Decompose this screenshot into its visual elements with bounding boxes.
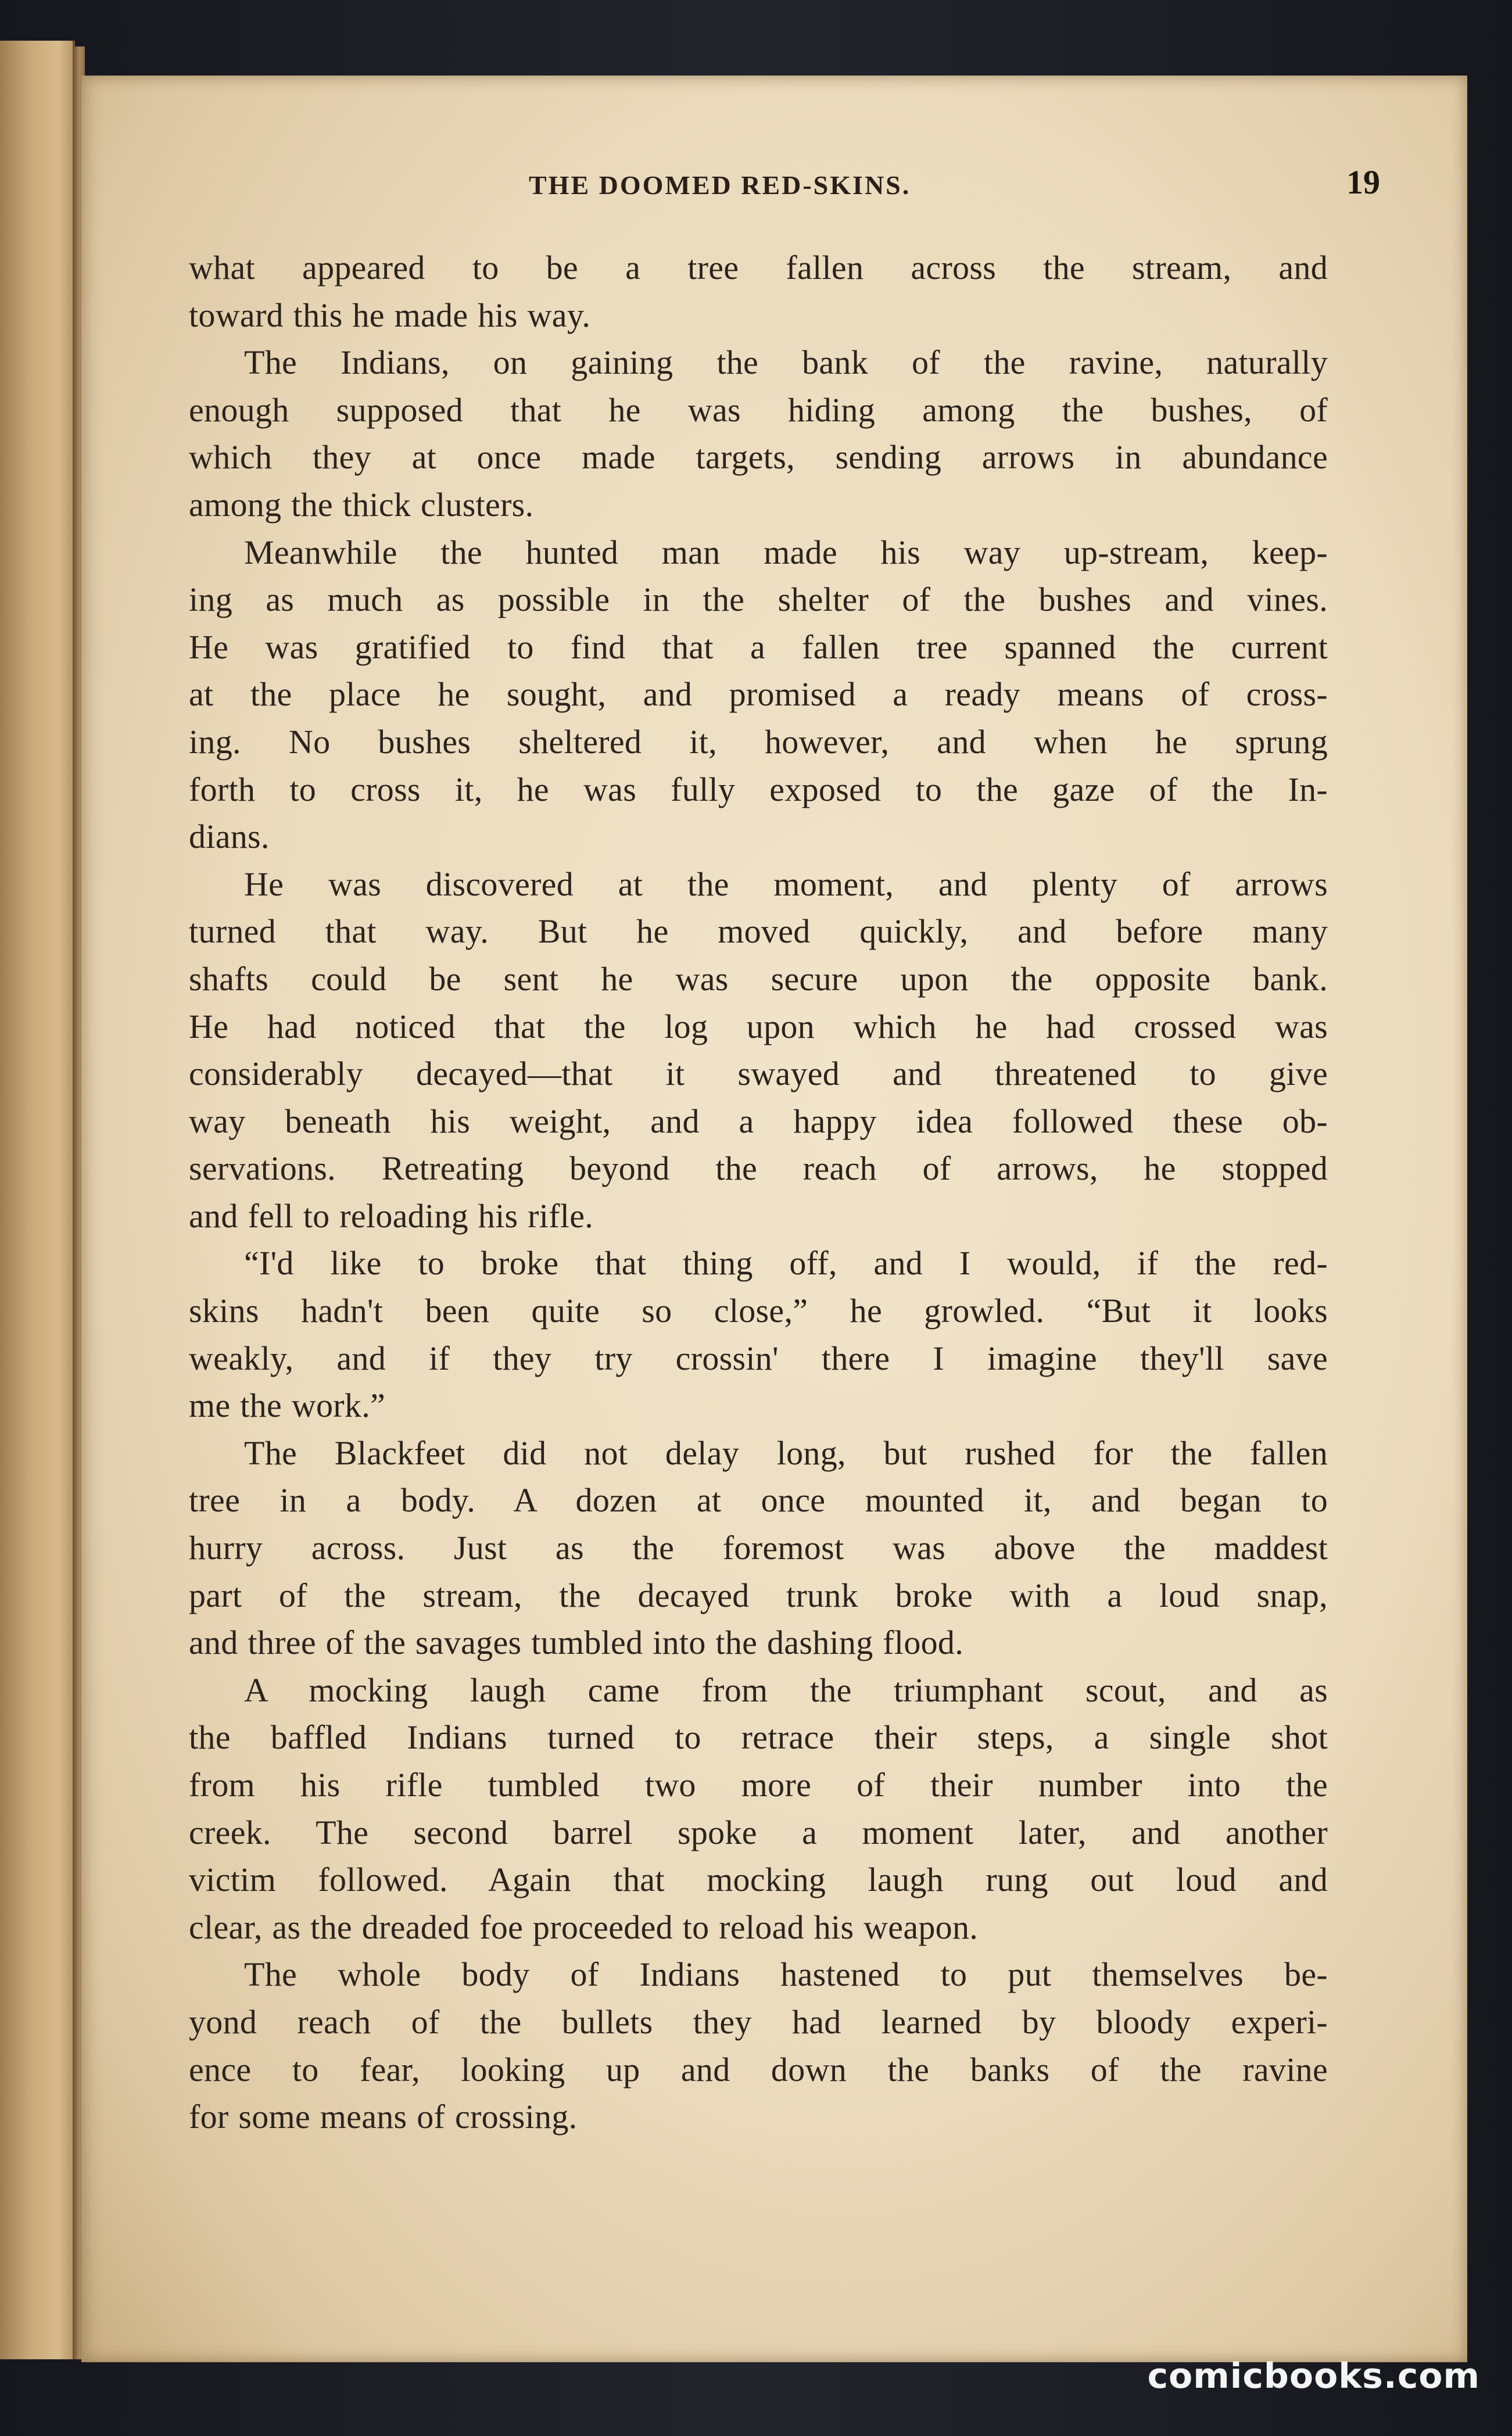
- text-line: He was discovered at the moment, and plenty of arrows: [244, 865, 1328, 903]
- text-line: The Blackfeet did not delay long, but rushed for the fallen: [244, 1434, 1328, 1472]
- text-line: creek. The second barrel spoke a moment later, and another: [189, 1813, 1328, 1851]
- text-line: A mocking laugh came from the triumphant scout, and as: [244, 1671, 1328, 1709]
- watermark: comicbooks.com: [1147, 2356, 1480, 2396]
- facing-page-edge: [0, 41, 75, 2359]
- text-line: the baffled Indians turned to retrace their steps, a single shot: [189, 1718, 1328, 1757]
- text-line: servations. Retreating beyond the reach of arrows, he stopped: [189, 1149, 1328, 1188]
- text-line: dians.: [189, 818, 270, 856]
- text-line: at the place he sought, and promised a ready means of cross-: [189, 675, 1328, 714]
- text-line: shafts could be sent he was secure upon the opposite bank.: [189, 959, 1328, 998]
- text-line: “I'd like to broke that thing off, and I would, if the red-: [244, 1244, 1328, 1283]
- text-line: part of the stream, the decayed trunk broke with a loud snap,: [189, 1576, 1328, 1614]
- text-line: yond reach of the bullets they had learned by bloody experi-: [189, 2002, 1328, 2041]
- text-line: ing. No bushes sheltered it, however, and when he sprung: [189, 722, 1328, 761]
- text-line: what appeared to be a tree fallen across the stream, and: [189, 249, 1328, 286]
- running-head: [81, 163, 1467, 209]
- text-line: The whole body of Indians hastened to put themselves be-: [244, 1955, 1328, 1994]
- book-page: [81, 76, 1467, 2362]
- text-line: forth to cross it, he was fully exposed to the gaze of the In-: [189, 770, 1328, 808]
- text-line: ing as much as possible in the shelter of the bushes and vines.: [189, 581, 1328, 619]
- text-line: hurry across. Just as the foremost was above the maddest: [189, 1529, 1328, 1567]
- text-line: considerably decayed—that it swayed and threatened to give: [189, 1055, 1328, 1093]
- text-line: ence to fear, looking up and down the banks of the ravine: [189, 2050, 1328, 2088]
- text-line: me the work.”: [189, 1387, 386, 1425]
- text-line: and three of the savages tumbled into the dashing flood.: [189, 1624, 964, 1662]
- text-line: weakly, and if they try crossin' there I imagine they'll save: [189, 1339, 1328, 1377]
- body-text: [189, 244, 1328, 2141]
- text-line: victim followed. Again that mocking laugh rung out loud and: [189, 1861, 1328, 1899]
- text-line: and fell to reloading his rifle.: [189, 1196, 594, 1235]
- text-line: skins hadn't been quite so close,” he growled. “But it looks: [189, 1292, 1328, 1330]
- text-line: clear, as the dreaded foe proceeded to reload his weapon.: [189, 1908, 979, 1946]
- text-line: Meanwhile the hunted man made his way up-stream, keep-: [244, 533, 1328, 571]
- text-line: tree in a body. A dozen at once mounted it, and began to: [189, 1481, 1328, 1520]
- text-line: He was gratified to find that a fallen tree spanned the current: [189, 628, 1328, 666]
- text-line: which they at once made targets, sending arrows in abundance: [189, 438, 1328, 477]
- text-line: from his rifle tumbled two more of their number into the: [189, 1766, 1328, 1804]
- text-line: toward this he made his way.: [189, 296, 591, 334]
- text-line: He had noticed that the log upon which he had crossed was: [189, 1007, 1328, 1045]
- chapter-title: THE DOOMED RED-SKINS.: [529, 170, 911, 200]
- text-line: turned that way. But he moved quickly, and before many: [189, 912, 1328, 951]
- text-line: among the thick clusters.: [189, 485, 534, 524]
- text-line: for some means of crossing.: [189, 2098, 578, 2136]
- text-line: The Indians, on gaining the bank of the ravine, naturally: [244, 343, 1328, 382]
- text-line: way beneath his weight, and a happy idea followed these ob-: [189, 1102, 1328, 1140]
- page-number: 19: [1346, 163, 1380, 201]
- text-line: enough supposed that he was hiding among the bushes, of: [189, 391, 1328, 429]
